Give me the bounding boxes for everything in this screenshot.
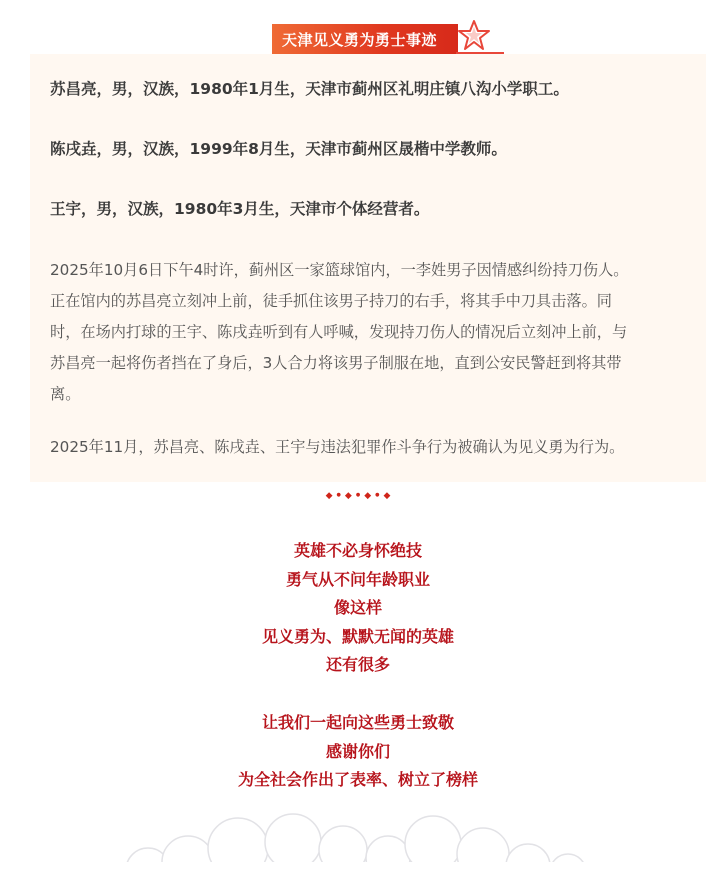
- poem-line: 为全社会作出了表率、树立了榜样: [237, 770, 478, 789]
- poem-line: 勇气从不问年龄职业: [285, 569, 430, 589]
- poem-line: 还有很多: [325, 655, 390, 674]
- person-su-changliang: 苏昌亮，男，汉族，1980年1月生，天津市蓟州区礼明庄镇八沟小学职工。: [50, 80, 569, 98]
- story-line: 时，在场内打球的王宇、陈戌垚听到有人呼喊，发现持刀伤人的情况后立刻冲上前，与: [50, 323, 628, 341]
- poem-line: 像这样: [333, 598, 382, 617]
- section-title: [270, 18, 510, 58]
- diamond-divider-icon: ◆ ● ◆ ● ◆ ● ◆: [325, 490, 391, 501]
- poem-line: 让我们一起向这些勇士致敬: [261, 713, 454, 732]
- poem-stanza-1: [0, 537, 716, 680]
- person-wang-yu: 王宇，男，汉族，1980年3月生，天津市个体经营者。: [50, 200, 430, 218]
- story-line: 离。: [50, 385, 81, 403]
- poem-stanza-2: [0, 709, 716, 795]
- story-paragraph: [50, 255, 696, 410]
- poem-line: 感谢你们: [325, 741, 390, 761]
- title-text: 天津见义勇为勇士事迹: [282, 31, 438, 49]
- poem-line: 见义勇为、默默无闻的英雄: [261, 626, 454, 646]
- poem-line: 英雄不必身怀绝技: [293, 541, 422, 560]
- story-line: 正在馆内的苏昌亮立刻冲上前，徒手抓住该男子持刀的右手，将其手中刀具击落。同: [50, 292, 612, 310]
- star-icon: [456, 18, 492, 54]
- story-line: 苏昌亮一起将伤者挡在了身后，3人合力将该男子制服在地，直到公安民警赶到将其带: [50, 354, 622, 372]
- conclusion-text: 2025年11月，苏昌亮、陈戌垚、王宇与违法犯罪作斗争行为被确认为见义勇为行为。: [50, 438, 625, 456]
- story-line: 2025年10月6日下午4时许，蓟州区一家篮球馆内，一李姓男子因情感纠纷持刀伤人。: [50, 261, 629, 279]
- person-chen-xuyao: 陈戌垚，男，汉族，1999年8月生，天津市蓟州区晟楷中学教师。: [50, 140, 507, 158]
- cloud-decoration: [88, 812, 628, 876]
